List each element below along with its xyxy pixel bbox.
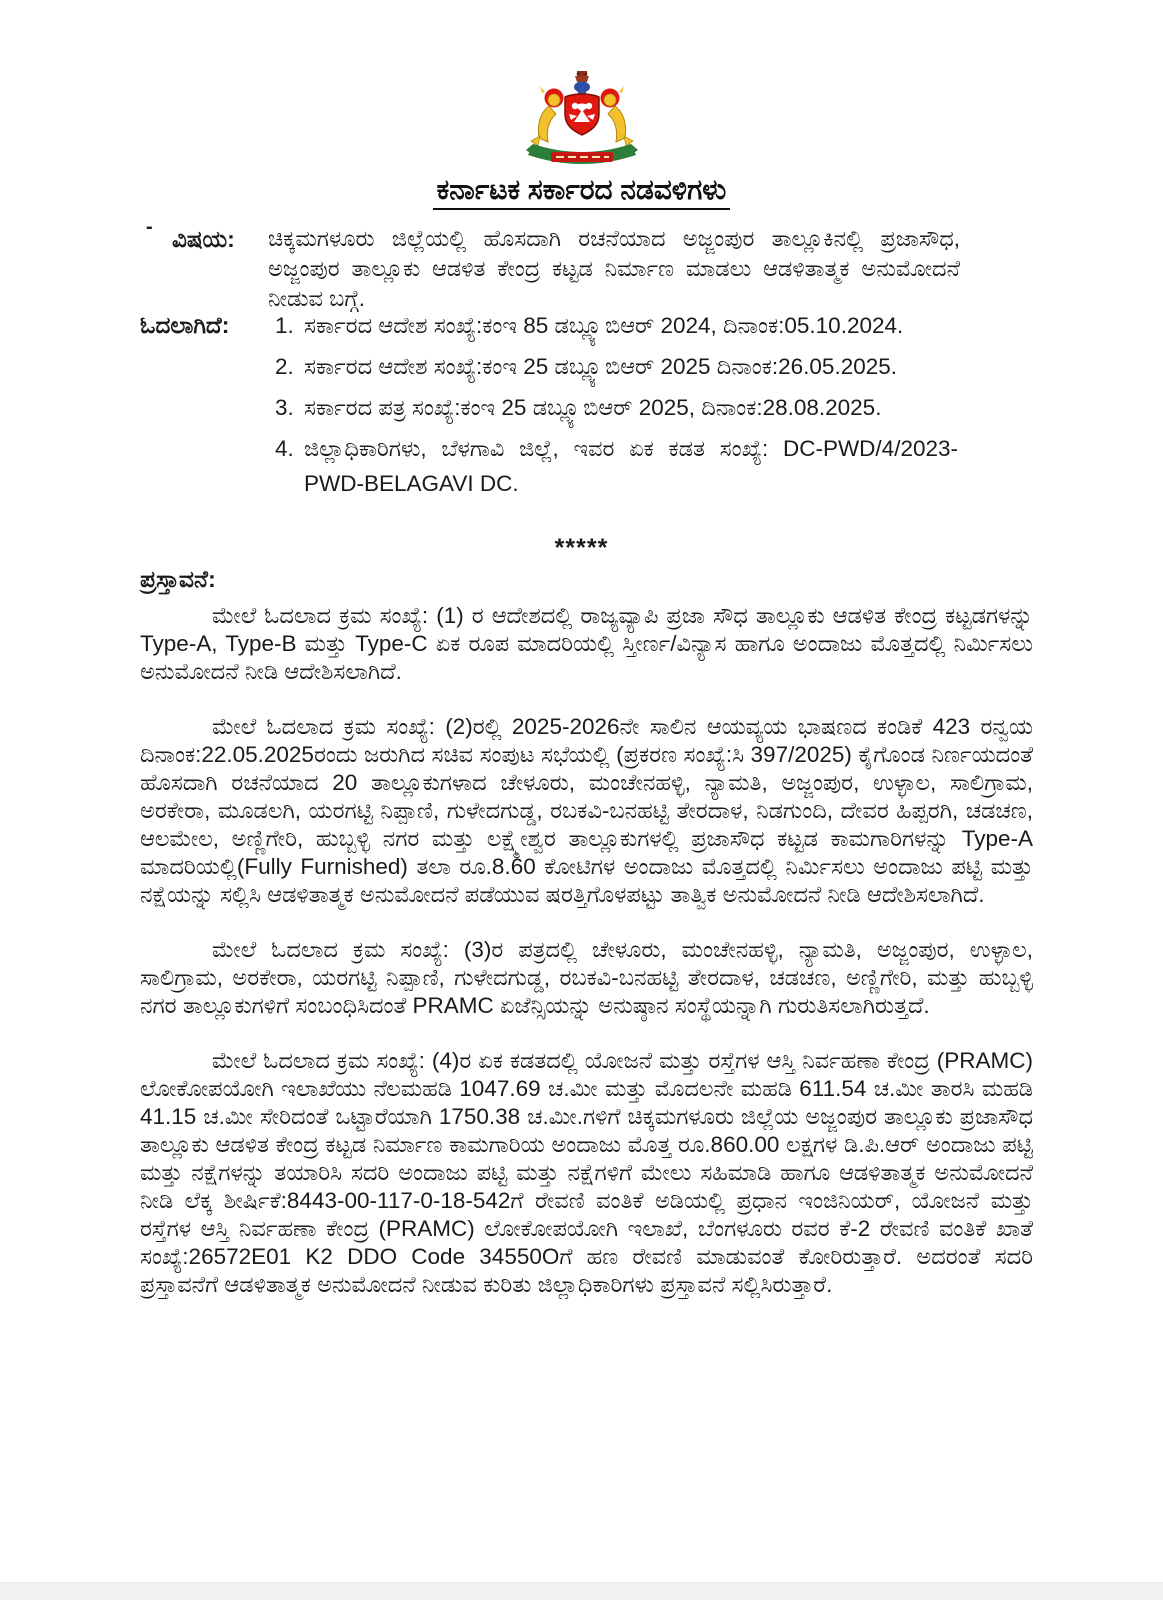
reference-item: 1. ಸರ್ಕಾರದ ಆದೇಶ ಸಂಖ್ಯೆ:ಕಂಇ 85 ಡಬ್ಲ್ಯೂಬಿಆರ್ 2024, ದಿನಾಂಕ:05.10.2024. xyxy=(300,308,958,343)
reference-item: 4. ಜಿಲ್ಲಾಧಿಕಾರಿಗಳು, ಬೆಳಗಾವಿ ಜಿಲ್ಲೆ, ಇವರ ಏಕ ಕಡತ ಸಂಖ್ಯೆ: DC-PWD/4/2023-PWD-BELAGAVI DC. xyxy=(300,431,958,501)
stray-dash-mark: - xyxy=(146,216,153,238)
viewer-bottom-bar xyxy=(0,1582,1163,1600)
right-lion-supporter xyxy=(600,86,633,146)
subject-label: ವಿಷಯ: xyxy=(172,226,235,252)
subject-text: ಚಿಕ್ಕಮಗಳೂರು ಜಿಲ್ಲೆಯಲ್ಲಿ ಹೊಸದಾಗಿ ರಚನೆಯಾದ ಅಜ್ಜಂಪುರ ತಾಲ್ಲೂಕಿನಲ್ಲಿ ಪ್ರಜಾಸೌಧ, ಅಜ್ಜಂಪುರ ತಾಲ್ಲೂಕು ಆಡಳಿತ ಕೇಂದ್ರ ಕಟ್ಟಡ ನಿರ್ಮಾಣ ಮಾಡಲು ಆಡಳಿತಾತ್ಮಕ ಅನುಮೋದನೆ ನೀಡುವ ಬಗ್ಗೆ. xyxy=(268,226,960,311)
preamble-paragraph-1: ಮೇಲೆ ಓದಲಾದ ಕ್ರಮ ಸಂಖ್ಯೆ: (1) ರ ಆದೇಶದಲ್ಲಿ ರಾಜ್ಯವ್ಯಾಪಿ ಪ್ರಜಾ ಸೌಧ ತಾಲ್ಲೂಕು ಆಡಳಿತ ಕೇಂದ್ರ ಕಟ್ಟಡಗಳನ್ನು Type-A, Type-B ಮತ್ತು Type-C ಏಕ ರೂಪ ಮಾದರಿಯಲ್ಲಿ ಸ್ತೀರ್ಣ/ವಿನ್ಯಾಸ ಹಾಗೂ ಅಂದಾಜು ಮೊತ್ತದಲ್ಲಿ ನಿರ್ಮಿಸಲು ಅನುಮೋದನೆ ನೀಡಿ ಆದೇಶಿಸಲಾಗಿದೆ. xyxy=(140,603,1033,684)
references-section xyxy=(140,308,958,507)
document-title xyxy=(0,174,1163,207)
karnataka-emblem-icon xyxy=(521,70,643,179)
read-label: ಓದಲಾಗಿದೆ: xyxy=(140,312,230,338)
asterisk-separator: ***** xyxy=(554,534,609,562)
left-lion-supporter xyxy=(531,86,564,146)
gandaberunda-shield xyxy=(565,94,599,135)
document-title-text: ಕರ್ನಾಟಕ ಸರ್ಕಾರದ ನಡವಳಿಗಳು xyxy=(433,174,731,210)
subject-section xyxy=(172,224,960,314)
emblem-base-scroll xyxy=(526,144,638,164)
reference-item: 3. ಸರ್ಕಾರದ ಪತ್ರ ಸಂಖ್ಯೆ:ಕಂಇ 25 ಡಬ್ಲ್ಯೂಬಿಆರ್ 2025, ದಿನಾಂಕ:28.08.2025. xyxy=(300,390,958,425)
preamble-paragraph-2: ಮೇಲೆ ಓದಲಾದ ಕ್ರಮ ಸಂಖ್ಯೆ: (2)ರಲ್ಲಿ 2025-2026ನೇ ಸಾಲಿನ ಆಯವ್ಯಯ ಭಾಷಣದ ಕಂಡಿಕೆ 423 ರನ್ವಯ ದಿನಾಂಕ:22.05.2025ರಂದು ಜರುಗಿದ ಸಚಿವ ಸಂಪುಟ ಸಭೆಯಲ್ಲಿ (ಪ್ರಕರಣ ಸಂಖ್ಯೆ:ಸಿ 397/2025) ಕೈಗೊಂಡ ನಿರ್ಣಯದಂತೆ ಹೊಸದಾಗಿ ರಚನೆಯಾದ 20 ತಾಲ್ಲೂಕುಗಳಾದ ಚೇಳೂರು, ಮಂಚೇನಹಳ್ಳಿ, ನ್ಯಾಮತಿ, ಅಜ್ಜಂಪುರ, ಉಳ್ಳಾಲ, ಸಾಲಿಗ್ರಾಮ, ಅರಕೇರಾ, ಮೂಡಲಗಿ, ಯರಗಟ್ಟಿ ನಿಪ್ಪಾಣಿ, ಗುಳೇದಗುಡ್ಡ, ರಬಕವಿ-ಬನಹಟ್ಟಿ ತೇರದಾಳ, ನಿಡಗುಂದಿ, ದೇವರ ಹಿಪ್ಪರಗಿ, ಚಡಚಣ, ಆಲಮೇಲ, ಅಣ್ಣಿಗೇರಿ, ಹುಬ್ಬಳ್ಳಿ ನಗರ ಮತ್ತು ಲಕ್ಷ್ಮೇಶ್ವರ ತಾಲ್ಲೂಕುಗಳಲ್ಲಿ ಪ್ರಜಾಸೌಧ ಕಟ್ಟಡ ಕಾಮಗಾರಿಗಳನ್ನು Type-A ಮಾದರಿಯಲ್ಲಿ(Fully Furnished) ತಲಾ ರೂ.8.60 ಕೋಟಿಗಳ ಅಂದಾಜು ಮೊತ್ತದಲ್ಲಿ ನಿರ್ಮಿಸಲು ಅಂದಾಜು ಪಟ್ಟಿ ಮತ್ತು ನಕ್ಷೆಯನ್ನು ಸಲ್ಲಿಸಿ ಆಡಳಿತಾತ್ಮಕ ಅನುಮೋದನೆ ಪಡೆಯುವ ಷರತ್ತಿಗೊಳಪಟ್ಟು ತಾತ್ವಿಕ ಅನುಮೋದನೆ ನೀಡಿ ಆದೇಶಿಸಲಾಗಿದೆ. xyxy=(140,714,1033,907)
ashoka-capital-icon xyxy=(575,71,589,82)
reference-list xyxy=(272,308,958,507)
preamble-body xyxy=(140,602,1033,1326)
reference-item: 2. ಸರ್ಕಾರದ ಆದೇಶ ಸಂಖ್ಯೆ:ಕಂಇ 25 ಡಬ್ಲ್ಯೂಬಿಆರ್ 2025 ದಿನಾಂಕ:26.05.2025. xyxy=(300,349,958,384)
preamble-paragraph-4: ಮೇಲೆ ಓದಲಾದ ಕ್ರಮ ಸಂಖ್ಯೆ: (4)ರ ಏಕ ಕಡತದಲ್ಲಿ ಯೋಜನೆ ಮತ್ತು ರಸ್ತೆಗಳ ಆಸ್ತಿ ನಿರ್ವಹಣಾ ಕೇಂದ್ರ (PRAMC) ಲೋಕೋಪಯೋಗಿ ಇಲಾಖೆಯು ನೆಲಮಹಡಿ 1047.69 ಚ.ಮೀ ಮತ್ತು ಮೊದಲನೇ ಮಹಡಿ 611.54 ಚ.ಮೀ ತಾರಸಿ ಮಹಡಿ 41.15 ಚ.ಮೀ ಸೇರಿದಂತೆ ಒಟ್ಟಾರೆಯಾಗಿ 1750.38 ಚ.ಮೀ.ಗಳಿಗೆ ಚಿಕ್ಕಮಗಳೂರು ಜಿಲ್ಲೆಯ ಅಜ್ಜಂಪುರ ತಾಲ್ಲೂಕು ಪ್ರಜಾಸೌಧ ತಾಲ್ಲೂಕು ಆಡಳಿತ ಕೇಂದ್ರ ಕಟ್ಟಡ ನಿರ್ಮಾಣ ಕಾಮಗಾರಿಯ ಅಂದಾಜು ಮೊತ್ತ ರೂ.860.00 ಲಕ್ಷಗಳ ಡಿ.ಪಿ.ಆರ್ ಅಂದಾಜು ಪಟ್ಟಿ ಮತ್ತು ನಕ್ಷೆಗಳನ್ನು ತಯಾರಿಸಿ ಸದರಿ ಅಂದಾಜು ಪಟ್ಟಿ ಮತ್ತು ನಕ್ಷೆಗಳಿಗೆ ಮೇಲು ಸಹಿಮಾಡಿ ಹಾಗೂ ಆಡಳಿತಾತ್ಮಕ ಅನುಮೋದನೆ ನೀಡಿ ಲೆಕ್ಕ ಶೀರ್ಷಿಕೆ:8443-00-117-0-18-542ಗೆ ರೇವಣಿ ವಂತಿಕೆ ಅಡಿಯಲ್ಲಿ ಪ್ರಧಾನ ಇಂಜಿನಿಯರ್, ಯೋಜನೆ ಮತ್ತು ರಸ್ತೆಗಳ ಆಸ್ತಿ ನಿರ್ವಹಣಾ ಕೇಂದ್ರ (PRAMC) ಲೋಕೋಪಯೋಗಿ ಇಲಾಖೆ, ಬೆಂಗಳೂರು ರವರ ಕೆ-2 ರೇವಣಿ ವಂತಿಕೆ ಖಾತೆ ಸಂಖ್ಯೆ:26572E01 K2 DDO Code 34550Oಗೆ ಹಣ ರೇವಣಿ ಮಾಡುವಂತೆ ಕೋರಿರುತ್ತಾರೆ. ಅದರಂತೆ ಸದರಿ ಪ್ರಸ್ತಾವನೆಗೆ ಆಡಳಿತಾತ್ಮಕ ಅನುಮೋದನೆ ನೀಡುವ ಕುರಿತು ಜಿಲ್ಲಾಧಿಕಾರಿಗಳು ಪ್ರಸ್ತಾವನೆ ಸಲ್ಲಿಸಿರುತ್ತಾರೆ. xyxy=(140,1048,1033,1297)
karnataka-emblem-svg xyxy=(521,70,643,174)
preamble-paragraph-3: ಮೇಲೆ ಓದಲಾದ ಕ್ರಮ ಸಂಖ್ಯೆ: (3)ರ ಪತ್ರದಲ್ಲಿ ಚೇಳೂರು, ಮಂಚೇನಹಳ್ಳಿ, ನ್ಯಾಮತಿ, ಅಜ್ಜಂಪುರ, ಉಳ್ಳಾಲ, ಸಾಲಿಗ್ರಾಮ, ಅರಕೇರಾ, ಯರಗಟ್ಟಿ ನಿಪ್ಪಾಣಿ, ಗುಳೇದಗುಡ್ಡ, ರಬಕವಿ-ಬನಹಟ್ಟಿ ತೇರದಾಳ, ಚಡಚಣ, ಅಣ್ಣಿಗೇರಿ, ಮತ್ತು ಹುಬ್ಬಳ್ಳಿ ನಗರ ತಾಲ್ಲೂಕುಗಳಿಗೆ ಸಂಬಂಧಿಸಿದಂತೆ PRAMC ಏಜೆನ್ಸಿಯನ್ನು ಅನುಷ್ಠಾನ ಸಂಸ್ಥೆಯನ್ನಾಗಿ ಗುರುತಿಸಲಾಗಿರುತ್ತದೆ. xyxy=(140,937,1033,1018)
preamble-heading: ಪ್ರಸ್ತಾವನೆ: xyxy=(140,566,216,592)
